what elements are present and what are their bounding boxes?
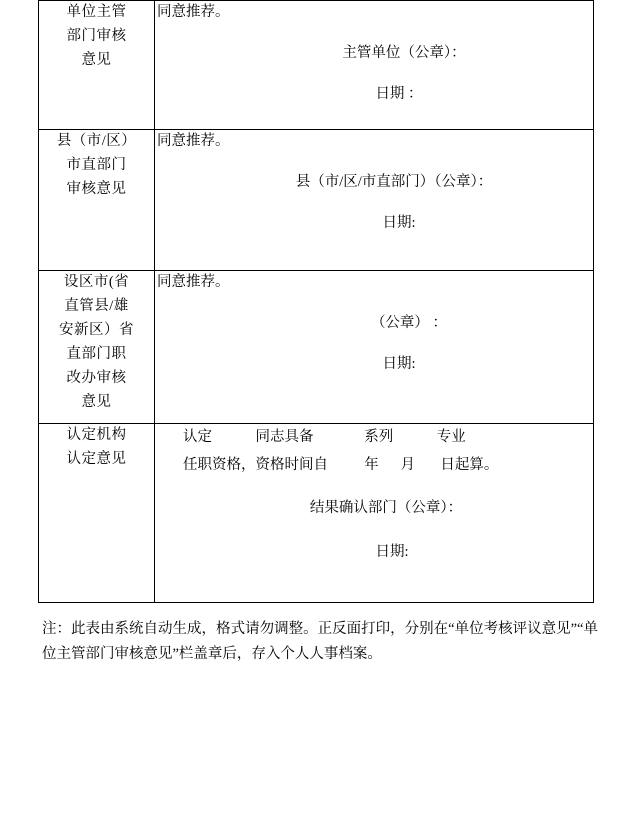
date-line: 日期: bbox=[382, 215, 416, 232]
row-label-line: 单位主管 bbox=[66, 4, 127, 20]
row-label-line: 部门审核 bbox=[66, 27, 127, 44]
row-label-certifying-authority bbox=[39, 424, 155, 603]
row-content-prefecture-province-office bbox=[155, 271, 594, 424]
row-content-county-city-department bbox=[155, 130, 594, 271]
row-label-line: 安新区）省 bbox=[59, 321, 134, 338]
row-label-line: 认定意见 bbox=[66, 450, 127, 467]
table-row bbox=[39, 424, 594, 603]
date-line: 日期: bbox=[382, 356, 416, 373]
certification-line-1: 认定 同志具备 系列 专业 bbox=[183, 429, 466, 445]
form-footnote: 注：此表由系统自动生成，格式请勿调整。正反面打印，分别在“单位考核评议意见”“单位主管部门审核意见”栏盖章后，存入个人人事档案。 bbox=[42, 621, 598, 663]
certification-line-2: 任职资格，资格时间自 年 月 日起算。 bbox=[183, 456, 499, 473]
signature-line: 主管单位（公章）： bbox=[342, 45, 466, 62]
row-content-certifying-authority bbox=[155, 424, 594, 603]
date-line: 日期 ： bbox=[375, 86, 423, 103]
row-label-line: 审核意见 bbox=[66, 180, 127, 197]
row-label-line: 直管县/雄 bbox=[64, 297, 129, 314]
table-row bbox=[39, 1, 594, 130]
row-label-line: 设区市(省 bbox=[63, 274, 130, 290]
signature-line: 结果确认部门（公章）： bbox=[309, 500, 463, 517]
row-label-line: 意见 bbox=[81, 393, 112, 410]
row-label-prefecture-province-office bbox=[39, 271, 155, 424]
opinion-text: 同意推荐。 bbox=[157, 274, 230, 290]
row-label-line: 改办审核 bbox=[66, 369, 127, 386]
row-label-line: 市直部门 bbox=[66, 156, 127, 173]
table-row bbox=[39, 271, 594, 424]
opinion-text: 同意推荐。 bbox=[157, 133, 230, 149]
row-label-line: 直部门职 bbox=[66, 345, 127, 362]
row-content-unit-supervisor bbox=[155, 1, 594, 130]
table-row bbox=[39, 130, 594, 271]
row-label-county-city-department bbox=[39, 130, 155, 271]
row-label-line: 县（市/区） bbox=[56, 133, 137, 149]
signature-line: 县（市/区/市直部门）（公章）： bbox=[295, 174, 493, 191]
approval-opinion-table bbox=[38, 0, 594, 603]
opinion-text: 同意推荐。 bbox=[157, 4, 230, 20]
signature-line: （公章） ： bbox=[370, 315, 448, 332]
row-label-line: 认定机构 bbox=[66, 427, 127, 443]
row-label-line: 意见 bbox=[81, 51, 112, 68]
row-label-unit-supervisor bbox=[39, 1, 155, 130]
date-line: 日期: bbox=[375, 543, 409, 560]
